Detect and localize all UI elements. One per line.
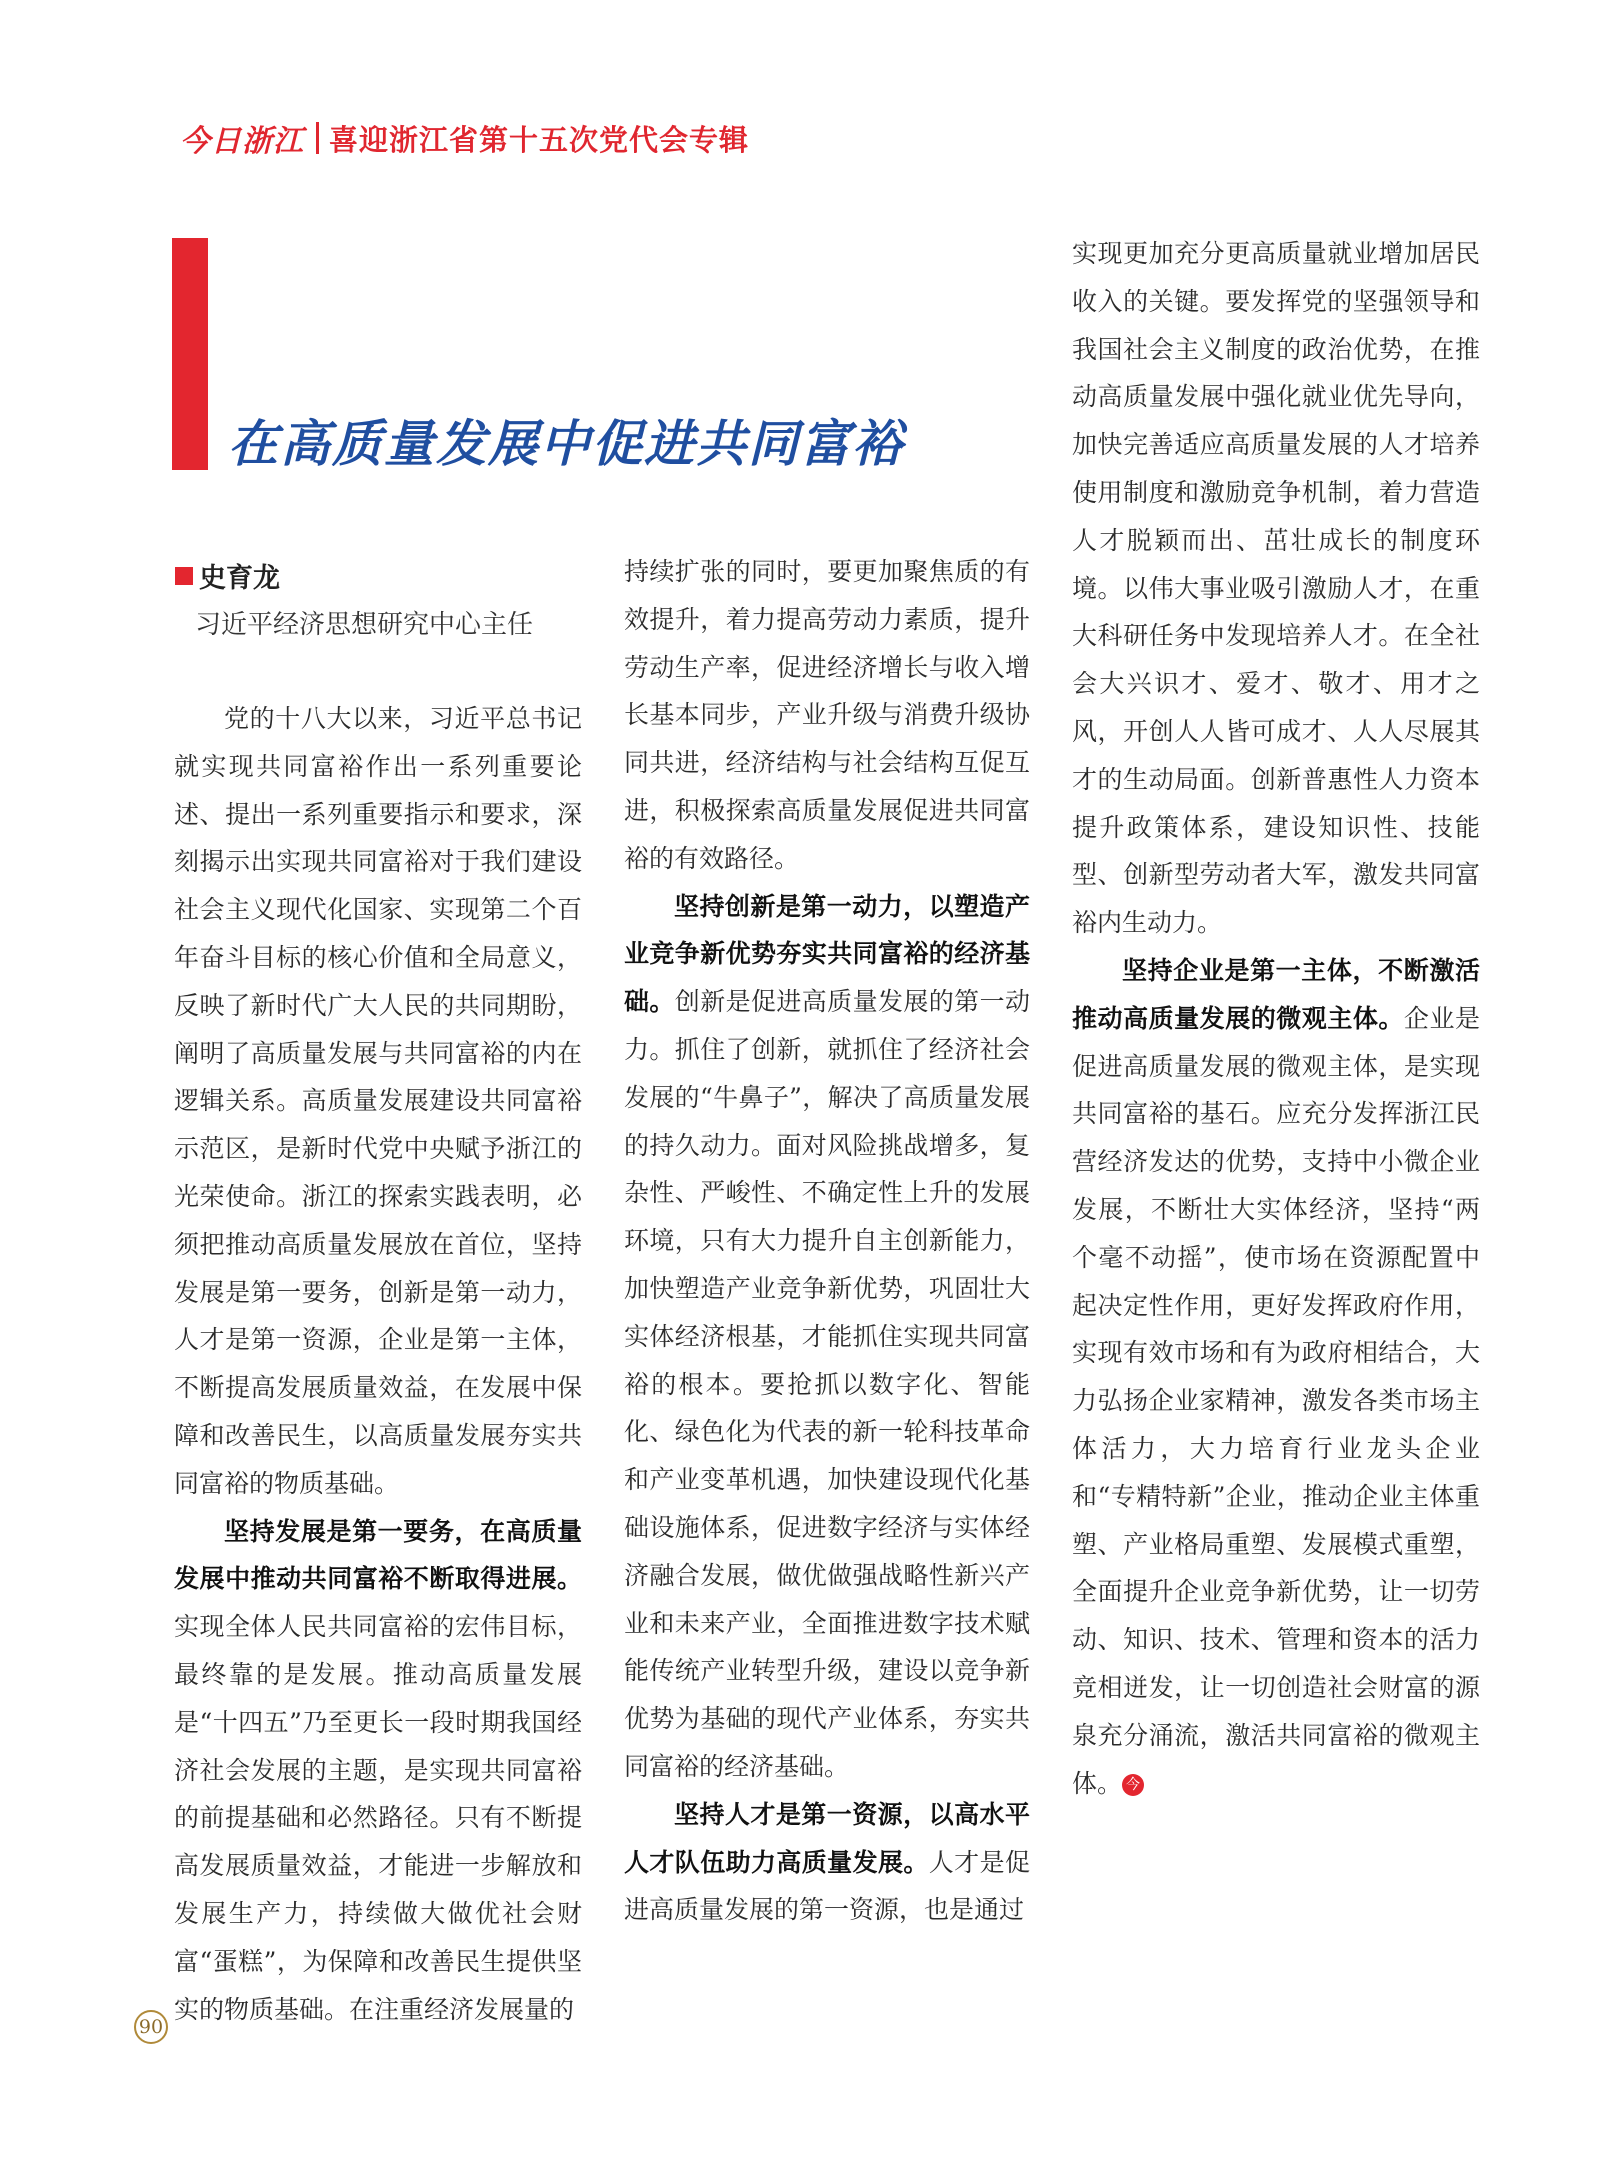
page-number: 90 xyxy=(134,2010,168,2044)
title-accent-bar xyxy=(172,238,208,470)
section-title: 喜迎浙江省第十五次党代会专辑 xyxy=(329,122,750,157)
end-mark-icon: 今 xyxy=(1122,1774,1144,1796)
text-column-3: 实现更加充分更高质量就业增加居民收入的关键。要发挥党的坚强领导和我国社会主义制度的政治优势，在推动高质量发展中强化就业优先导向，加快完善适应高质量发展的人才培养使用制度和激励竞争机制，着力营造人才脱颖而出、茁壮成长的制度环境。以伟大事业吸引激励人才，在重大科研任务中发现培养人才。在全社会大兴识才、爱才、敬才、用才之风，开创人人皆可成才、人人尽展其才的生动局面。创新普惠性人力资本提升政策体系，建设知识性、技能型、创新型劳动者大军，激发共同富裕内生动力。 坚持企业是第一主体，不断激活推动高质量发展的微观主体。企业是促进高质量发展的微观主体，是实现共同富裕的基石。应充分发挥浙江民营经济发达的优势，支持中小微企业发展，不断壮大实体经济，坚持“两个毫不动摇”，使市场在资源配置中起决定性作用，更好发挥政府作用，实现有效市场和有为政府相结合，大力弘扬企业家精神，激发各类市场主体活力，大力培育行业龙头企业和“专精特新”企业，推动企业主体重塑、产业格局重塑、发展模式重塑，全面提升企业竞争新优势，让一切劳动、知识、技术、管理和资本的活力竞相迸发，让一切创造社会财富的源泉充分涌流，激活共同富裕的微观主体。 今 xyxy=(1072,239,1480,1798)
header-divider xyxy=(316,122,319,154)
magazine-logo: 今日浙江 xyxy=(180,124,304,159)
author-name-line xyxy=(175,556,280,595)
magazine-header xyxy=(180,118,749,158)
author-marker-icon xyxy=(175,567,193,585)
author-title: 习近平经济思想研究中心主任 xyxy=(195,610,534,640)
article-title: 在高质量发展中促进共同富裕 xyxy=(228,415,904,473)
text-column-2: 持续扩张的同时，要更加聚焦质的有效提升，着力提高劳动力素质，提升劳动生产率，促进经济增长与收入增长基本同步，产业升级与消费升级协同共进，经济结构与社会结构互促互进，积极探索高质量发展促进共同富裕的有效路径。 坚持创新是第一动力，以塑造产业竞争新优势夯实共同富裕的经济基础。创新是促进高质量发展的第一动力。抓住了创新，就抓住了经济社会发展的“牛鼻子”，解决了高质量发展的持久动力。面对风险挑战增多，复杂性、严峻性、不确定性上升的发展环境，只有大力提升自主创新能力，加快塑造产业竞争新优势，巩固壮大实体经济根基，才能抓住实现共同富裕的根本。要抢抓以数字化、智能化、绿色化为代表的新一轮科技革命和产业变革机遇，加快建设现代化基础设施体系，促进数字经济与实体经济融合发展，做优做强战略性新兴产业和未来产业，全面推进数字技术赋能传统产业转型升级，建设以竞争新优势为基础的现代产业体系，夯实共同富裕的经济基础。 坚持人才是第一资源，以高水平人才队伍助力高质量发展。人才是促进高质量发展的第一资源，也是通过 xyxy=(624,557,1030,1925)
author-name: 史育龙 xyxy=(199,563,280,594)
text-column-1: 党的十八大以来，习近平总书记就实现共同富裕作出一系列重要论述、提出一系列重要指示和要求，深刻揭示出实现共同富裕对于我们建设社会主义现代化国家、实现第二个百年奋斗目标的核心价值和全局意义，反映了新时代广大人民的共同期盼，阐明了高质量发展与共同富裕的内在逻辑关系。高质量发展建设共同富裕示范区，是新时代党中央赋予浙江的光荣使命。浙江的探索实践表明，必须把推动高质量发展放在首位，坚持发展是第一要务，创新是第一动力，人才是第一资源，企业是第一主体，不断提高发展质量效益，在发展中保障和改善民生，以高质量发展夯实共同富裕的物质基础。 坚持发展是第一要务，在高质量发展中推动共同富裕不断取得进展。实现全体人民共同富裕的宏伟目标，最终靠的是发展。推动高质量发展是“十四五”乃至更长一段时期我国经济社会发展的主题，是实现共同富裕的前提基础和必然路径。只有不断提高发展质量效益，才能进一步解放和发展生产力，持续做大做优社会财富“蛋糕”，为保障和改善民生提供坚实的物质基础。在注重经济发展量的 xyxy=(174,704,582,2024)
